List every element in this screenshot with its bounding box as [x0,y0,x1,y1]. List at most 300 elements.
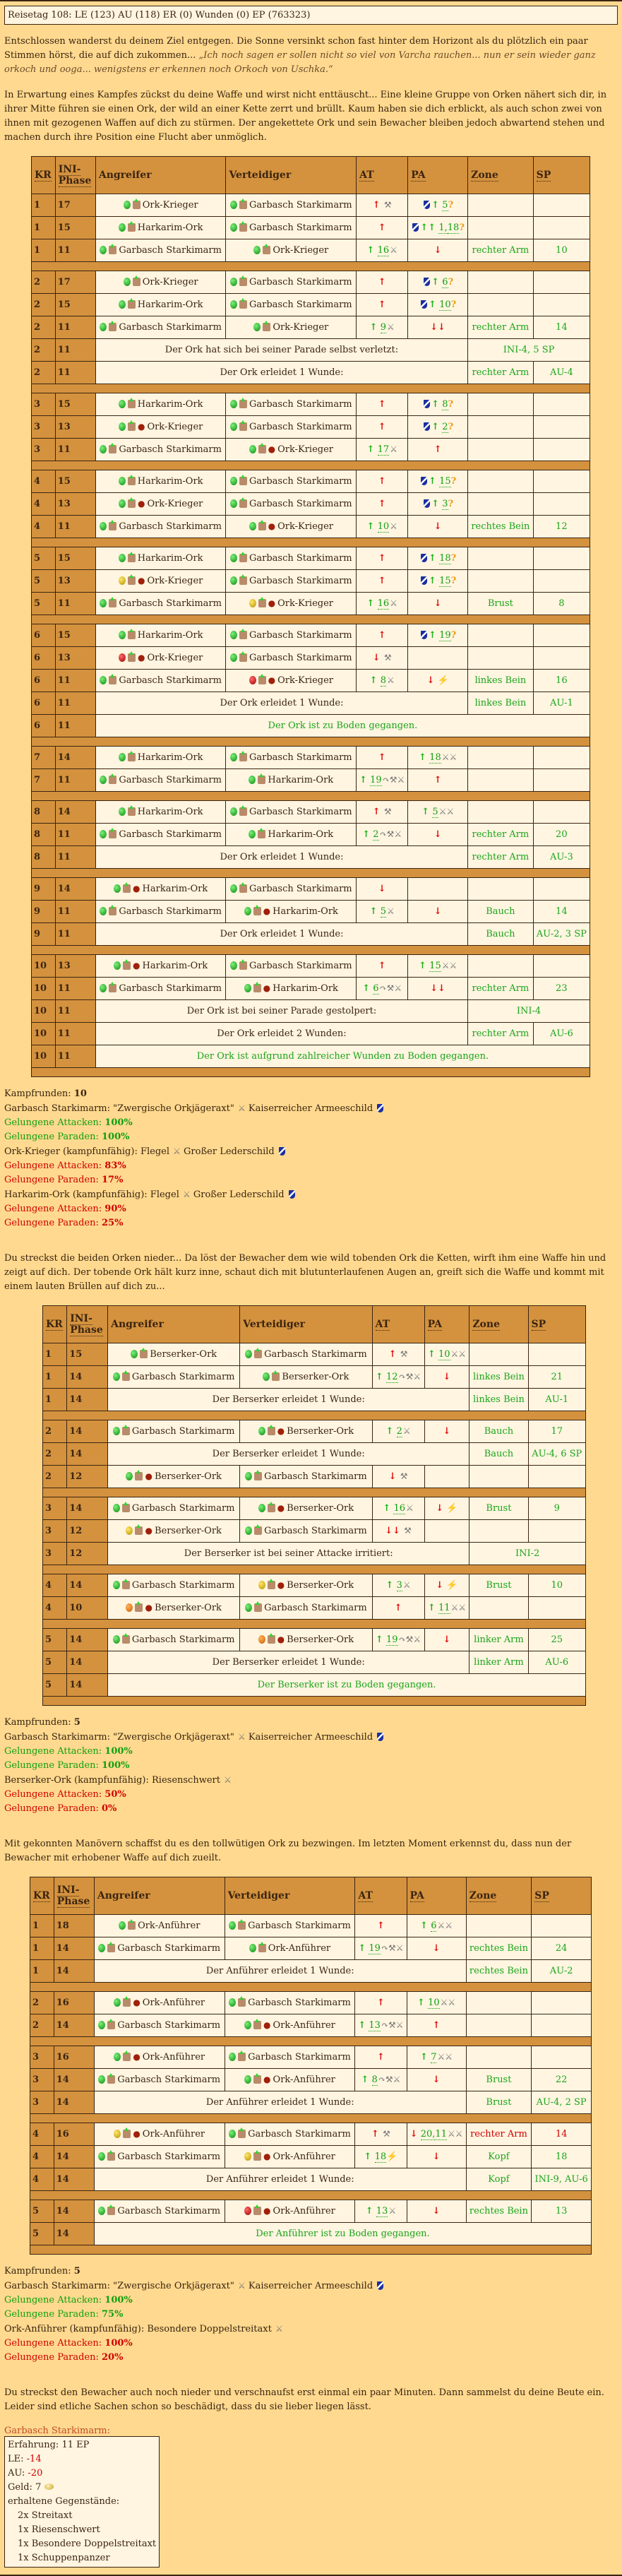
fighter-name[interactable]: Harkarim-Ork [137,752,203,763]
fighter-name[interactable]: Harkarim-Ork [268,775,334,785]
ini-phase: 14 [67,1443,108,1466]
fighter-name[interactable]: Garbasch Starkimarm [264,1349,367,1360]
table-row [43,1366,586,1389]
fighter-name[interactable]: Berserker-Ork [287,1426,354,1437]
attacker-cell [94,2069,225,2091]
fighter-name[interactable]: Berserker-Ork [287,1580,354,1591]
round-number: 4 [30,2123,54,2146]
defender-cell [225,2069,355,2091]
fighter-name[interactable]: Ork-Krieger [277,675,333,686]
fighter-name[interactable]: Garbasch Starkimarm [119,983,222,994]
fight-summary [4,1087,618,1230]
roll-value[interactable]: 18 [374,2151,387,2162]
pa-roll [408,416,468,439]
fighter-name[interactable]: Ork-Krieger [142,200,198,210]
round-number: 10 [32,1045,56,1068]
fighter-name[interactable]: Garbasch Starkimarm [117,2020,221,2031]
fighter-name[interactable]: Garbasch Starkimarm [248,1998,351,2008]
success-arrow-icon: ↑ [417,1998,425,2008]
health-status-icon [119,653,126,662]
at-roll [372,1497,424,1520]
fighter-name[interactable]: Harkarim-Ork [142,961,208,971]
fighter-name[interactable]: Ork-Anführer [273,2206,335,2216]
roll-value[interactable]: 5 [432,807,438,817]
fighter-name[interactable]: Garbasch Starkimarm [249,630,352,641]
fighter-name[interactable]: Ork-Krieger [142,277,198,287]
fighter-name[interactable]: Garbasch Starkimarm [117,2206,221,2216]
roll-value[interactable]: 11 [438,1603,450,1613]
loot-xp: Erfahrung: 11 EP [8,2440,90,2450]
pa-roll [407,2069,466,2091]
table-row [30,2046,592,2069]
col-attacker: Angreifer [94,1877,225,1915]
roll-value[interactable]: 16 [393,1503,405,1514]
fighter-name[interactable]: Garbasch Starkimarm [119,521,222,532]
roll-value[interactable]: 15 [439,576,451,586]
hit-zone [470,1520,528,1543]
help-icon[interactable]: ? [450,476,457,487]
fighter-name[interactable]: Ork-Anführer [142,2129,205,2139]
pa-roll [408,978,468,1000]
hit-zone: rechter Arm [466,2123,532,2146]
fighter-icon [109,599,116,607]
round-number: 8 [32,801,56,824]
health-status-icon [253,323,261,331]
roll-value[interactable]: 7 [431,2052,437,2062]
round-number: 2 [32,271,56,294]
round-separator [32,792,590,801]
roll-value[interactable]: 17 [377,444,390,455]
roll-value[interactable]: 18 [447,222,460,233]
at-roll [357,670,408,692]
health-status-icon [229,1921,236,1930]
roll-value[interactable]: 8 [442,399,448,410]
ini-phase: 11 [55,715,95,737]
fail-arrow-icon: ↓ [426,675,435,686]
at-roll [357,647,408,670]
maneuver-icon: ⚔⚔ [438,807,455,817]
round-number: 3 [32,393,56,416]
ini-phase: 14 [67,1420,108,1443]
roll-value[interactable]: 16 [377,245,390,256]
fighter-icon [122,1372,130,1381]
ini-phase: 15 [55,393,95,416]
fighter-name[interactable]: Garbasch Starkimarm [249,200,352,210]
fighter-name[interactable]: Garbasch Starkimarm [249,553,352,564]
roll-value[interactable]: 6 [373,983,379,994]
roll-value[interactable]: 10 [438,1349,450,1360]
help-icon[interactable]: ? [448,499,454,509]
fighter-name[interactable]: Berserker-Ork [154,1526,222,1536]
fighter-name[interactable]: Harkarim-Ork [142,884,208,894]
fighter-name[interactable]: Berserker-Ork [154,1471,222,1482]
fighter-name[interactable]: Garbasch Starkimarm [249,299,352,310]
table-row [43,1389,586,1411]
fighter-name[interactable]: Harkarim-Ork [268,829,334,840]
roll-value[interactable]: 2 [373,829,379,840]
col-defender: Verteidiger [225,1877,355,1915]
fighter-name[interactable]: Ork-Anführer [142,2052,205,2062]
roll-value[interactable]: 16 [377,598,390,609]
weapon-icon: ⚔ [275,2324,283,2334]
fighter-name[interactable]: Garbasch Starkimarm [119,598,222,609]
roll-value[interactable]: 18 [429,752,441,763]
fighter-icon [263,246,270,254]
health-status-icon [98,2075,105,2084]
roll-value[interactable]: 20, [420,2129,436,2139]
damage-points [533,801,590,824]
fighter-name[interactable]: Ork-Krieger [147,499,203,509]
table-row [43,1629,586,1651]
table-row [32,547,590,570]
roll-value[interactable]: 19 [369,1943,381,1954]
fighter-name[interactable]: Garbasch Starkimarm [249,476,352,487]
roll-value[interactable]: 1, [438,222,448,233]
hero-name-link[interactable]: Garbasch Starkimarm [4,2426,107,2436]
success-arrow-icon: ↑ [431,200,440,210]
table-row [32,878,590,901]
bleeding-icon: ● [263,2206,271,2216]
health-status-icon [119,631,126,639]
fighter-name[interactable]: Berserker-Ork [282,1372,349,1382]
fighter-name[interactable]: Garbasch Starkimarm [249,807,352,817]
attacker-cell [95,769,226,792]
pa-roll [408,516,468,538]
fighter-icon [239,961,247,970]
maneuver-icon: ⚔ [390,444,397,454]
pa-roll [407,1937,466,1960]
round-number: 9 [32,878,56,901]
ini-phase: 11 [55,670,95,692]
critical-icon: ⚡ [446,1580,458,1591]
fighter-name[interactable]: Ork-Krieger [147,653,203,663]
fighter-name[interactable]: Garbasch Starkimarm [264,1603,367,1613]
fighter-name[interactable]: Berserker-Ork [154,1603,222,1613]
at-roll [357,878,408,901]
table-row [32,1045,590,1068]
roll-value[interactable]: 8 [380,675,386,686]
fighter-icon [140,1350,148,1358]
fighter-name[interactable]: Garbasch Starkimarm [119,829,222,840]
fighter-name[interactable]: Garbasch Starkimarm [248,1921,351,1931]
maneuver-icon: ⚒ [383,807,392,817]
table-row [32,624,590,647]
roll-value[interactable]: 19 [370,775,382,785]
help-icon[interactable]: ? [450,576,457,586]
fighter-name[interactable]: Ork-Krieger [273,245,329,256]
roll-value[interactable]: 6 [442,277,448,287]
maneuver-icon: ↷⚒⚔ [398,1372,421,1382]
fighter-icon [133,278,140,286]
attacker-cell [95,470,226,493]
success-arrow-icon: ↑ [378,299,386,310]
round-number: 1 [32,194,56,217]
fighter-name[interactable]: Berserker-Ork [150,1349,217,1360]
bleeding-icon: ● [263,2020,271,2030]
fighter-name[interactable]: Ork-Krieger [147,422,203,432]
attacker-cell [95,978,226,1000]
fighter-name[interactable]: Ork-Anführer [273,2020,335,2031]
round-separator [32,946,590,955]
fighter-name[interactable]: Garbasch Starkimarm [117,1943,221,1954]
fighter-name[interactable]: Berserker-Ork [287,1634,354,1645]
fighter-name[interactable]: Garbasch Starkimarm [119,322,222,333]
fighter-icon [268,1581,275,1589]
fighter-name[interactable]: Garbasch Starkimarm [131,1580,235,1591]
table-row [43,1443,586,1466]
roll-value[interactable]: 10 [377,521,390,532]
round-number: 4 [30,2146,54,2168]
fail-arrow-icon: ↓↓ [430,322,446,333]
fighter-name[interactable]: Ork-Krieger [277,598,333,609]
help-icon[interactable]: ? [448,399,454,410]
fighter-icon [128,631,136,639]
roll-value[interactable]: 11 [435,2129,447,2139]
fighter-name[interactable]: Garbasch Starkimarm [249,399,352,410]
bleeding-icon: ● [137,499,145,509]
fighter-name[interactable]: Harkarim-Ork [137,630,203,641]
fighter-name[interactable]: Garbasch Starkimarm [131,1503,235,1514]
fighter-name[interactable]: Garbasch Starkimarm [117,2151,221,2162]
ini-phase: 14 [54,2200,94,2223]
attacker-cell [108,1574,240,1597]
round-number: 3 [32,439,56,461]
fighter-icon [109,984,116,992]
fighter-name[interactable]: Garbasch Starkimarm [249,752,352,763]
fail-arrow-icon: ↓ [372,653,381,663]
roll-value[interactable]: 12 [386,1372,398,1382]
fighter-name[interactable]: Ork-Krieger [277,444,333,455]
help-icon[interactable]: ? [448,277,454,287]
wound-effect: AU-3 [533,846,590,869]
fighter-name[interactable]: Garbasch Starkimarm [117,2075,221,2085]
roll-value[interactable]: 18 [439,553,451,564]
fighter-name[interactable]: Harkarim-Ork [137,476,203,487]
fighter-name[interactable]: Garbasch Starkimarm [249,653,352,663]
pa-roll [408,593,468,615]
fighter-name[interactable]: Garbasch Starkimarm [248,2052,351,2062]
hit-zone: rechtes Bein [466,2200,532,2223]
round-number: 7 [32,769,56,792]
health-status-icon [230,631,237,639]
fighter-name[interactable]: Garbasch Starkimarm [131,1634,235,1645]
fighter-icon [123,961,131,970]
success-arrow-icon: ↑ [366,521,375,532]
event-effect: INI-4, 5 SP [468,339,590,362]
fighter-name[interactable]: Harkarim-Ork [273,906,338,917]
table-row [30,1937,592,1960]
fighter-icon [122,1635,130,1644]
round-number: 1 [32,217,56,239]
round-separator [30,2191,592,2200]
fighter-icon [123,2053,131,2061]
health-status-icon [98,2207,105,2215]
fighter-name[interactable]: Garbasch Starkimarm [264,1526,367,1536]
fighter-icon [258,599,266,607]
loot-au: AU: -20 [8,2468,43,2479]
round-number: 5 [43,1674,67,1697]
roll-value[interactable]: 5 [380,906,386,917]
fighter-name[interactable]: Garbasch Starkimarm [249,961,352,971]
roll-value[interactable]: 5 [442,200,448,210]
fighter-name[interactable]: Harkarim-Ork [137,553,203,564]
attacker-cell [94,1915,225,1937]
fighter-name[interactable]: Ork-Anführer [273,2075,335,2085]
fighter-name[interactable]: Garbasch Starkimarm [119,245,222,256]
fighter-name[interactable]: Garbasch Starkimarm [119,906,222,917]
attacker-cell [95,593,226,615]
health-status-icon [230,477,237,485]
success-arrow-icon: ↑ [362,829,371,840]
ini-phase: 11 [55,239,95,262]
roll-value[interactable]: 10 [428,1998,440,2008]
health-status-icon [100,676,107,684]
fighter-name[interactable]: Harkarim-Ork [137,299,203,310]
fighter-name[interactable]: Ork-Krieger [147,576,203,586]
hit-zone: Bauch [470,1420,528,1443]
pa-roll [424,1629,470,1651]
roll-value[interactable]: 13 [376,2206,388,2216]
roll-value[interactable]: 15 [439,476,451,487]
damage-points [533,393,590,416]
round-number: 5 [30,2200,54,2223]
ini-phase: 14 [54,2091,94,2114]
round-number: 2 [43,1420,67,1443]
fighter-name[interactable]: Harkarim-Ork [273,983,338,994]
roll-value[interactable]: 3 [396,1580,402,1591]
fighter-name[interactable]: Ork-Anführer [268,1943,331,1954]
fighter-name[interactable]: Garbasch Starkimarm [248,2129,351,2139]
status-bar: Reisetag 108: LE (123) AU (118) ER (0) Wunden (0) EP (763323) [4,6,618,25]
round-separator [32,384,590,393]
roll-value[interactable]: 2 [442,422,448,432]
loot-item: 1x Schuppenpanzer [18,2553,110,2563]
fail-arrow-icon: ↓ [443,1372,451,1382]
damage-points: 21 [528,1366,585,1389]
fighter-name[interactable]: Ork-Anführer [273,2151,335,2162]
event-message: Der Berserker ist bei seiner Attacke irritiert: [108,1543,470,1565]
success-arrow-icon: ↑ [433,775,442,785]
attacker-cell [94,1992,225,2014]
damage-points [533,470,590,493]
fighter-name[interactable]: Ork-Anführer [142,1998,205,2008]
fighter-name[interactable]: Garbasch Starkimarm [119,775,222,785]
fail-arrow-icon: ↓ [432,2151,441,2162]
table-row [32,339,590,362]
fighter-name[interactable]: Garbasch Starkimarm [249,576,352,586]
damage-points [532,2014,592,2037]
help-icon[interactable]: ? [450,553,457,564]
at-roll [355,2014,407,2037]
table-row [32,439,590,461]
fighter-name[interactable]: Garbasch Starkimarm [119,675,222,686]
success-arrow-icon: ↑ [429,553,436,564]
ini-phase: 11 [55,978,95,1000]
fighter-name[interactable]: Harkarim-Ork [137,222,203,233]
help-icon[interactable]: ? [459,222,465,233]
success-arrow-icon: ↑ [421,807,430,817]
fighter-name[interactable]: Berserker-Ork [287,1503,354,1514]
roll-value[interactable]: 19 [386,1634,398,1645]
fighter-icon [239,653,247,662]
help-icon[interactable]: ? [448,200,454,210]
round-separator [43,1620,586,1629]
health-status-icon [245,1472,252,1480]
fighter-name[interactable]: Garbasch Starkimarm [264,1471,367,1482]
fighter-name[interactable]: Harkarim-Ork [137,399,203,410]
success-arrow-icon: ↑ [431,499,440,509]
round-count: Kampfrunden: 10 [4,1088,87,1099]
fail-arrow-icon: ↓↓ [385,1526,401,1536]
roll-value[interactable]: 9 [380,322,386,333]
loot-le: LE: -14 [8,2454,42,2464]
help-icon[interactable]: ? [448,422,454,432]
fighter-name[interactable]: Garbasch Starkimarm [249,277,352,287]
fighter-name[interactable]: Garbasch Starkimarm [249,222,352,233]
event-message: Der Berserker erleidet 1 Wunde: [108,1651,470,1674]
attacker-cell [95,878,226,901]
ini-phase: 13 [55,416,95,439]
roll-value[interactable]: 2 [396,1426,402,1437]
fighter-name[interactable]: Garbasch Starkimarm [131,1372,235,1382]
fighter-name[interactable]: Garbasch Starkimarm [249,499,352,509]
fighter-name[interactable]: Garbasch Starkimarm [131,1426,235,1437]
roll-value[interactable]: 13 [369,2020,381,2031]
maneuver-icon: ↷⚒⚔ [379,829,402,839]
roll-value[interactable]: 8 [371,2075,378,2085]
table-row [30,2123,592,2146]
fighter-name[interactable]: Ork-Anführer [138,1921,201,1931]
success-arrow-icon: ↑ [376,1921,385,1931]
help-icon[interactable]: ? [450,299,457,310]
ini-phase: 11 [55,1000,95,1023]
roll-value[interactable]: 6 [431,1921,437,1931]
fighter-icon [253,2207,261,2215]
fighter-name[interactable]: Harkarim-Ork [137,807,203,817]
damage-points [528,1520,585,1543]
damage-points [533,416,590,439]
at-roll [355,2200,407,2223]
damage-points [533,647,590,670]
bleeding-icon: ● [137,653,145,663]
loot-items-label: erhaltene Gegenstände: [8,2496,120,2507]
fighter-name[interactable]: Garbasch Starkimarm [249,884,352,894]
ini-phase: 13 [55,647,95,670]
at-roll [357,493,408,516]
round-number: 10 [32,1000,56,1023]
roll-value[interactable]: 3 [442,499,448,509]
round-number: 3 [30,2091,54,2114]
fighter-name[interactable]: Garbasch Starkimarm [119,444,222,455]
roll-value[interactable]: 15 [429,961,441,971]
attacker-cell [95,416,226,439]
col-kr: KR [43,1306,67,1343]
fighter-icon [254,1472,262,1480]
help-icon[interactable]: ? [450,630,457,641]
attacker-cell [95,670,226,692]
success-arrow-icon: ↑ [378,576,386,586]
roll-value[interactable]: 19 [439,630,451,641]
damage-points: 14 [533,316,590,339]
fighter-name[interactable]: Garbasch Starkimarm [249,422,352,432]
hit-zone: Bauch [468,923,534,946]
table-row [32,670,590,692]
roll-value[interactable]: 10 [439,299,451,310]
fighter-name[interactable]: Ork-Krieger [273,322,329,333]
bleeding-icon: ● [277,1634,285,1644]
health-status-icon [244,2207,251,2215]
fighter-name[interactable]: Ork-Krieger [277,521,333,532]
